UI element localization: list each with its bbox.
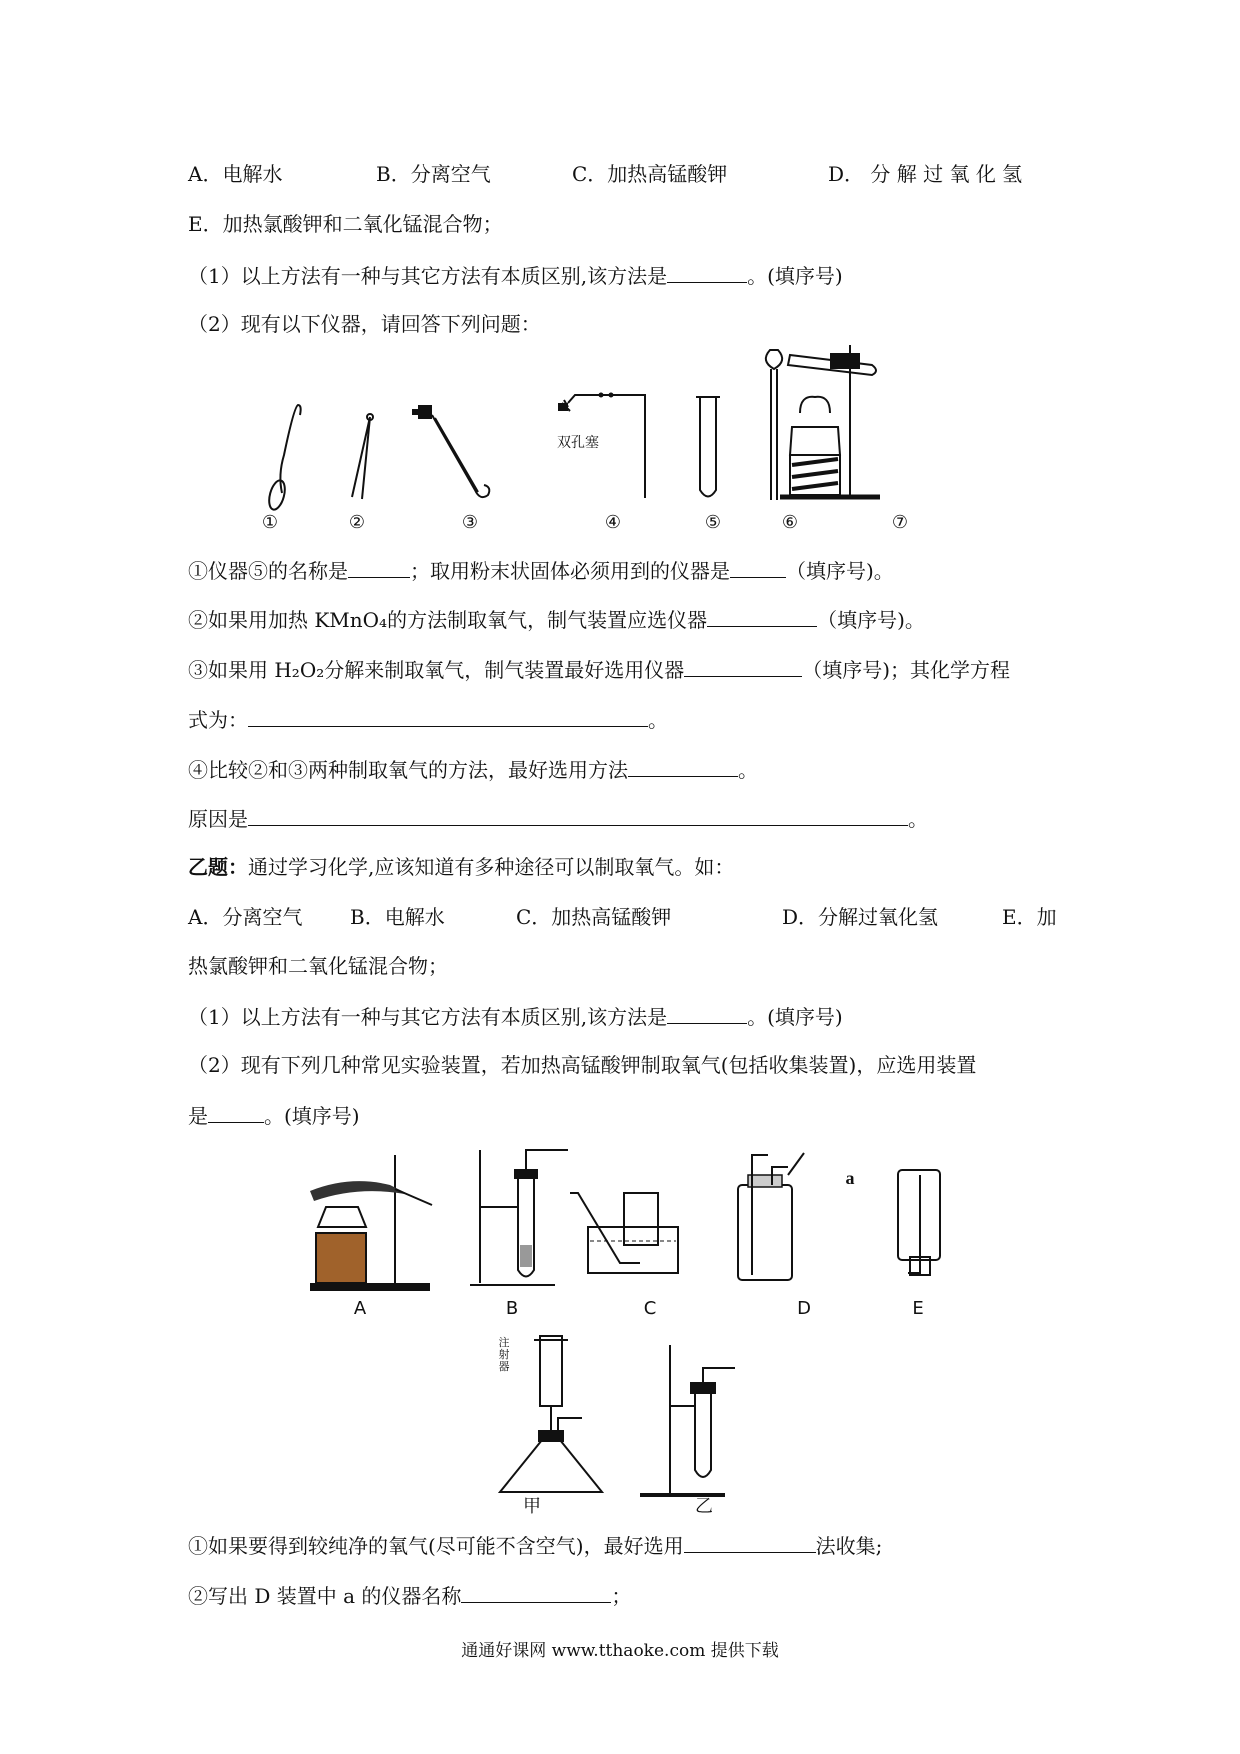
option-c: C．加热高锰酸钾 (572, 162, 728, 186)
sub-question-2-suffix: （填序号)。 (817, 608, 925, 632)
answer-blank[interactable] (684, 1530, 816, 1553)
test-tube-holder-icon (412, 405, 489, 497)
sub-question-1-text: ①仪器⑤的名称是 (188, 559, 348, 583)
part2-sub-question-2-text: ②写出 D 装置中 a 的仪器名称 (188, 1584, 462, 1608)
answer-blank[interactable] (667, 1001, 747, 1024)
instruments-figure (240, 345, 1000, 515)
apparatus-label: E (912, 1298, 924, 1319)
option-d: D．分解过氧化氢 (782, 905, 939, 929)
part2-question-1-suffix: 。(填序号) (747, 1005, 843, 1029)
sub-question-1-text-b: ；取用粉末状固体必须用到的仪器是 (410, 559, 730, 583)
answer-blank[interactable] (628, 754, 738, 777)
part2-question-2-suffix: 。(填序号) (264, 1104, 360, 1128)
apparatus-label: 甲 (523, 1496, 541, 1517)
question-1-text: （1）以上方法有一种与其它方法有本质区别,该方法是 (188, 264, 668, 288)
part2-sub-question-1-suffix: 法收集; (815, 1534, 883, 1558)
part2-sub-question-2 (188, 1580, 631, 1610)
syringe-label: 注射器 (498, 1336, 510, 1373)
sub-question-3-equation (188, 704, 668, 734)
answer-blank[interactable] (667, 260, 747, 283)
sub-question-3 (188, 654, 1010, 684)
reason-end: 。 (908, 807, 928, 831)
label-a: a (845, 1168, 855, 1188)
sub-question-4-text: ④比较②和③两种制取氧气的方法，最好选用方法 (188, 758, 628, 782)
apparatus-label: B (505, 1298, 519, 1319)
instrument-label: ② (348, 512, 366, 533)
answer-blank[interactable] (707, 604, 817, 627)
part2-intro (188, 853, 734, 881)
page-footer: 通通好课网 www.tthaoke.com 提供下载 (461, 1641, 779, 1661)
apparatus-a-heating-icon (310, 1155, 432, 1291)
answer-blank[interactable] (684, 654, 802, 677)
answer-blank[interactable] (248, 803, 908, 826)
sub-question-1-text-c: （填序号)。 (786, 559, 894, 583)
option-b: B．分离空气 (376, 162, 491, 186)
apparatus-b-stand-icon (470, 1150, 568, 1285)
part2-question-1 (188, 1001, 843, 1031)
instrument-label: ⑦ (891, 512, 909, 533)
apparatus-label: C (643, 1298, 657, 1319)
flask-with-syringe-icon (500, 1336, 602, 1492)
answer-blank[interactable] (461, 1580, 611, 1603)
apparatus-d-gas-bottle-icon (738, 1153, 804, 1280)
option-a: A．分离空气 (188, 905, 303, 929)
part2-sub-question-2-suffix: ； (611, 1584, 632, 1608)
apparatus-c-water-collection-icon (570, 1193, 678, 1273)
option-e: E．加 (1002, 905, 1057, 929)
apparatus-figure (300, 1145, 960, 1295)
option-c: C．加热高锰酸钾 (516, 905, 672, 929)
apparatus-e-inverted-bottle-icon (898, 1170, 940, 1275)
option-e: E．加热氯酸钾和二氧化锰混合物； (188, 212, 503, 236)
medicine-spoon-icon (266, 405, 300, 511)
equation-end: 。 (648, 708, 668, 732)
reason-label: 原因是 (188, 807, 248, 831)
instrument-label: ⑥ (781, 512, 799, 533)
apparatus-label: A (353, 1298, 367, 1319)
heating-apparatus-icon (780, 345, 880, 497)
instrument-label: ④ (604, 512, 622, 533)
sub-question-4 (188, 754, 758, 784)
instrument-label: ⑤ (704, 512, 722, 533)
sub-question-2-text: ②如果用加热 KMnO₄的方法制取氧气，制气装置应选仪器 (188, 608, 708, 632)
stopper-label: 双孔塞 (557, 435, 599, 451)
part2-question-2-continued (188, 1100, 360, 1130)
apparatus-label: D (797, 1298, 811, 1319)
option-d: D． 分 解 过 氧 化 氢 (828, 162, 1023, 186)
apparatus-label: 乙 (695, 1496, 713, 1517)
part2-question-2-text: 是 (188, 1104, 208, 1128)
equation-label: 式为： (188, 708, 248, 732)
test-tube-icon (696, 397, 720, 497)
part2-sub-question-1 (188, 1530, 882, 1560)
answer-blank[interactable] (730, 555, 786, 578)
question-1-suffix: 。(填序号) (747, 264, 843, 288)
tweezers-icon (352, 414, 373, 499)
apparatus-figure-2 (490, 1330, 750, 1505)
sub-question-3-suffix: （填序号)；其化学方程 (802, 658, 1011, 682)
part2-intro-text: 通过学习化学,应该知道有多种途径可以制取氧气。如： (248, 855, 735, 879)
part2-heading: 乙题： (188, 855, 248, 879)
reason-line (188, 803, 928, 833)
option-a: A．电解水 (188, 162, 283, 186)
sub-question-1 (188, 555, 894, 585)
sub-question-3-text: ③如果用 H₂O₂分解来制取氧气，制气装置最好选用仪器 (188, 658, 685, 682)
sub-question-4-suffix: 。 (738, 758, 758, 782)
part2-sub-question-1-text: ①如果要得到较纯净的氧气(尽可能不含空气)，最好选用 (188, 1534, 684, 1558)
instrument-label: ① (261, 512, 279, 533)
sub-question-2 (188, 604, 925, 634)
answer-blank[interactable] (208, 1100, 264, 1123)
long-neck-funnel-icon (766, 350, 782, 500)
question-2: （2）现有以下仪器，请回答下列问题： (188, 312, 541, 336)
option-b: B．电解水 (350, 905, 445, 929)
stand-test-tube-icon (640, 1345, 735, 1495)
instrument-label: ③ (461, 512, 479, 533)
option-e-continued: 热氯酸钾和二氧化锰混合物； (188, 954, 448, 978)
answer-blank[interactable] (348, 555, 410, 578)
part2-question-1-text: （1）以上方法有一种与其它方法有本质区别,该方法是 (188, 1005, 668, 1029)
answer-blank[interactable] (248, 704, 648, 727)
question-1 (188, 260, 843, 290)
part2-question-2: （2）现有下列几种常见实验装置，若加热高锰酸钾制取氧气(包括收集装置)，应选用装置 (188, 1053, 977, 1077)
